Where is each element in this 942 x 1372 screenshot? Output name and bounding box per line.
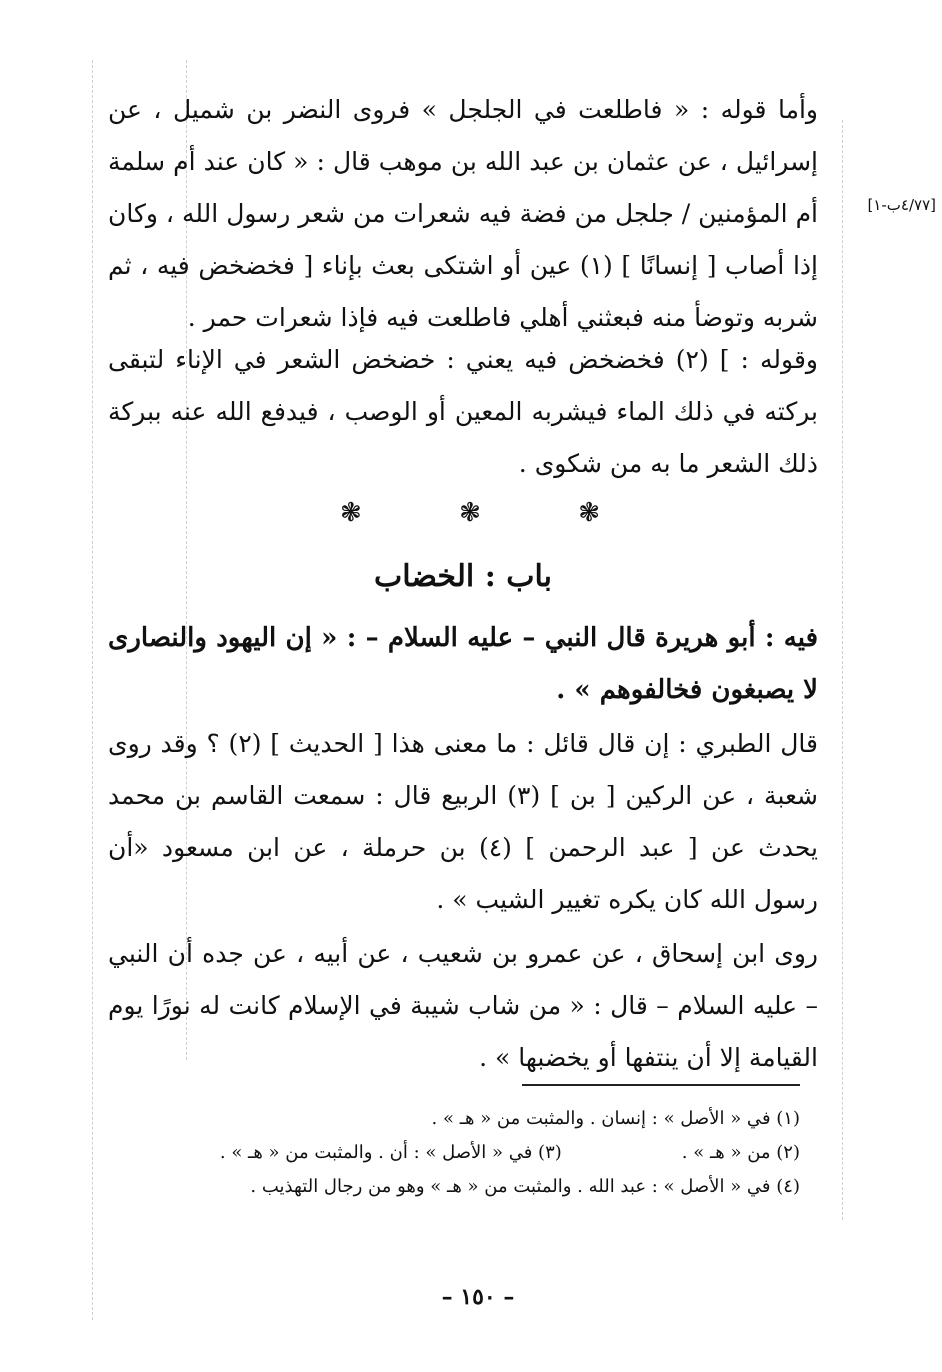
paragraph-jaljal: وأما قوله : « فاطلعت في الجلجل » فروى النضر بن شميل ، عن إسرائيل ، عن عثمان بن عبد الله بن موهب قال : « كان عند أم سلمة أم المؤمنين / جلجل من فضة فيه شعرات من شعر رسول الله ، وكان إذا أصاب [ إنسانًا ] (١) عين أو اشتكى بعث بإناء [ فخضخض فيه ، ثم شربه وتوضأ منه فبعثني أهلي فاطلعت فيه فإذا شعرات حمر .	[108, 95, 818, 332]
paragraph-tabari: قال الطبري : إن قال قائل : ما معنى هذا [ الحديث ] (٢) ؟ وقد روى شعبة ، عن الركين [ بن ] (٣) الربيع قال : سمعت القاسم بن محمد يحدث عن [ عبد الرحمن ] (٤) بن حرملة ، عن ابن مسعود «أن رسول الله كان يكره تغيير الشيب » .	[108, 729, 818, 914]
scan-fold-line	[842, 120, 843, 1220]
footnote-4: (٤) في « الأصل » : عبد الله . والمثبت من « هـ » وهو من رجال التهذيب .	[250, 1176, 800, 1197]
footnote-2: (٢) من « هـ » .	[681, 1142, 800, 1163]
chapter-title: باب : الخضاب	[374, 559, 552, 594]
margin-manuscript-reference: [٤/٧٧ب-١]	[867, 196, 936, 214]
footnote-divider	[522, 1084, 800, 1086]
footnote-1: (١) في « الأصل » : إنسان . والمثبت من « هـ » .	[431, 1108, 800, 1129]
star-ornament-icon: ❃	[578, 498, 600, 528]
footnote-row-2-3	[150, 1136, 800, 1170]
paragraph-ibn-ishaq: روى ابن إسحاق ، عن عمرو بن شعيب ، عن أبيه ، عن جده أن النبي – عليه السلام – قال : « من شاب شيبة في الإسلام كانت له نورًا يوم القيامة إلا أن ينتفها أو يخضبها » .	[108, 939, 818, 1072]
footnotes	[150, 1102, 800, 1204]
footnote-3: (٣) في « الأصل » : أن . والمثبت من « هـ » .	[219, 1142, 562, 1163]
hadith-paragraph: فيه : أبو هريرة قال النبي – عليه السلام – : « إن اليهود والنصارى لا يصبغون فخالفوهم » .	[108, 623, 818, 705]
scan-fold-line	[92, 60, 93, 1320]
paragraph-khadkhada: وقوله : ] (٢) فخضخض فيه يعني : خضخض الشعر في الإناء لتبقى بركته في ذلك الماء فيشربه المعين أو الوصب ، فيدفع الله عنه ببركة ذلك الشعر ما به من شكوى .	[108, 345, 818, 478]
section-separator	[340, 498, 600, 528]
page-number: – ١٥٠ –	[441, 1284, 515, 1310]
star-ornament-icon: ❃	[340, 498, 362, 528]
star-ornament-icon: ❃	[459, 498, 481, 528]
